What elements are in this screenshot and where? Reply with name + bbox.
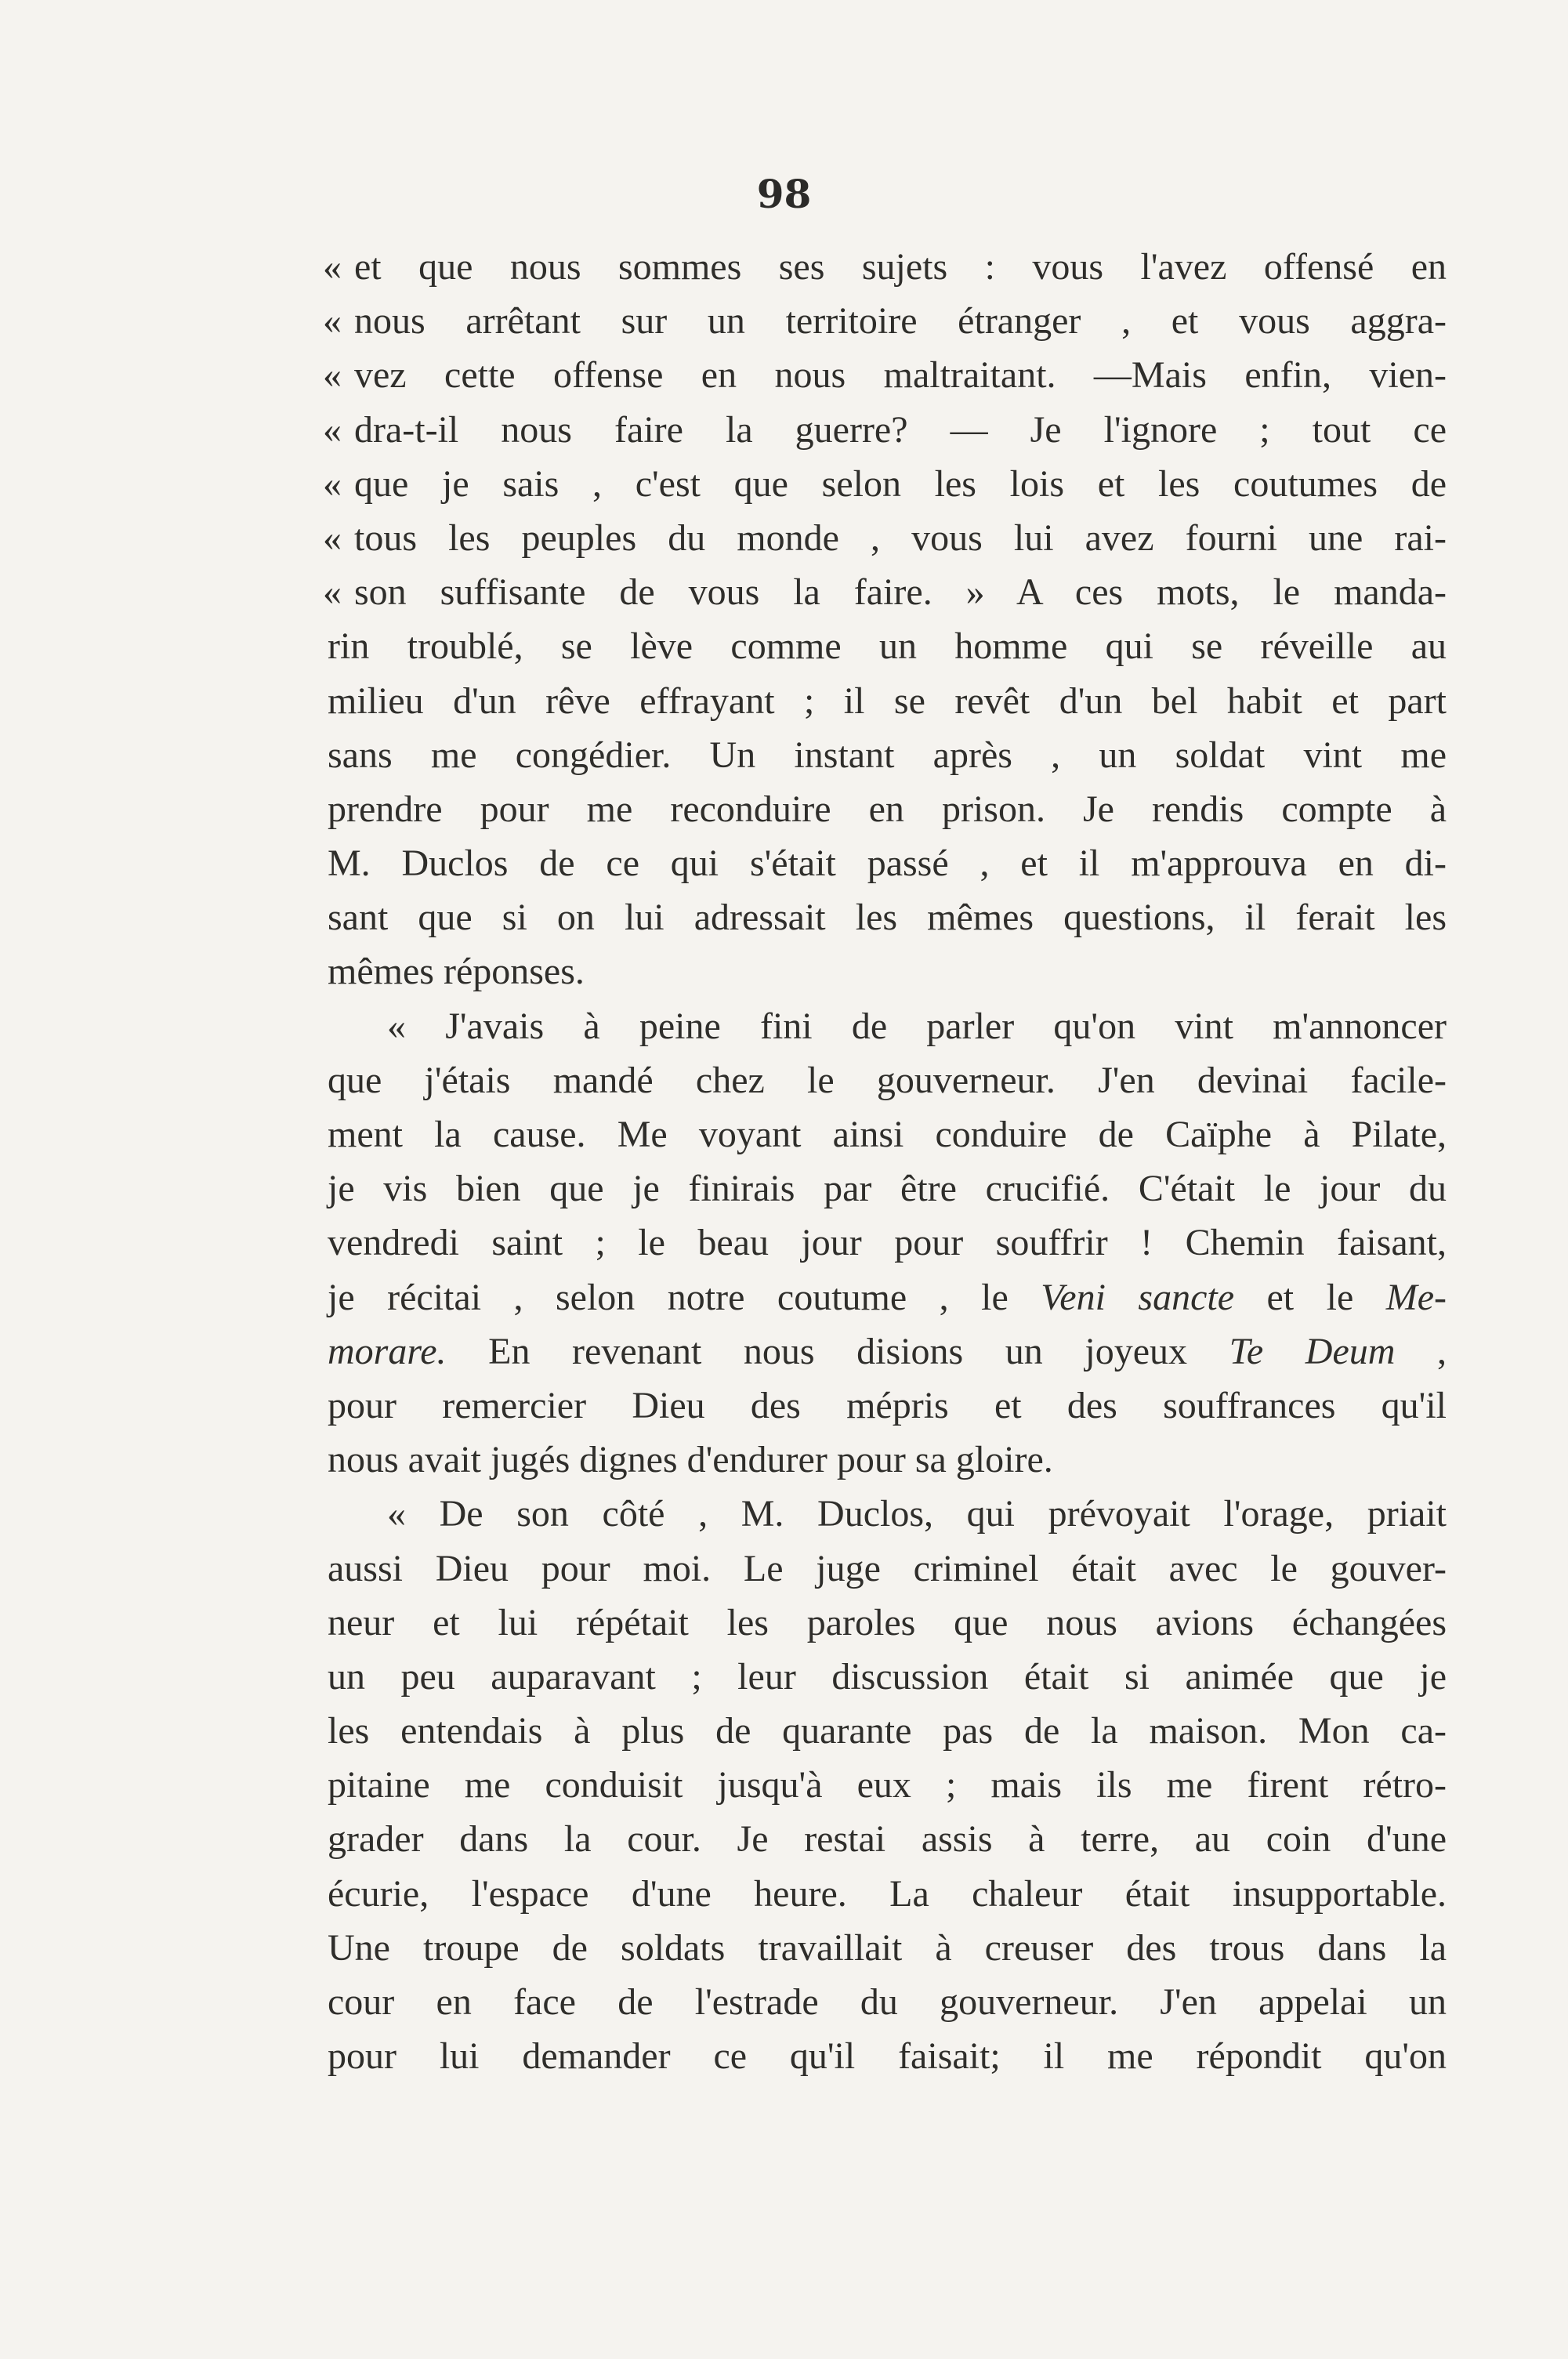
- text-line: Une troupe de soldats travaillait à creuser des trous dans la: [328, 1926, 1447, 1969]
- text-line: pitaine me conduisit jusqu'à eux ; mais ils me firent rétro-: [328, 1764, 1447, 1806]
- text-line: je vis bien que je finirais par être crucifié. C'était le jour du: [328, 1168, 1447, 1210]
- text-line: sant que si on lui adressait les mêmes questions, il ferait les: [328, 897, 1447, 939]
- text-line: morare. En revenant nous disions un joyeux Te Deum ,: [328, 1330, 1447, 1372]
- text-line: sans me congédier. Un instant après , un soldat vint me: [328, 734, 1447, 776]
- quote-mark: «: [323, 246, 342, 288]
- text-line: « son suffisante de vous la faire. » A ces mots, le manda-: [328, 565, 1447, 619]
- text-line: pour lui demander ce qu'il faisait; il me répondit qu'on: [328, 2035, 1447, 2078]
- text-line: un peu auparavant ; leur discussion était si animée que je: [328, 1655, 1447, 1698]
- text-line: écurie, l'espace d'une heure. La chaleur était insupportable.: [328, 1872, 1447, 1915]
- text-line: ment la cause. Me voyant ainsi conduire de Caïphe à Pilate,: [328, 1114, 1447, 1155]
- paragraph-start-line: « De son côté , M. Duclos, qui prévoyait l'orage, priait: [387, 1493, 1447, 1535]
- italic-text: Me-: [1385, 1276, 1447, 1318]
- text-line: rin troublé, se lève comme un homme qui se réveille au: [328, 625, 1447, 668]
- quote-mark: «: [323, 354, 342, 397]
- text-line: « et que nous sommes ses sujets : vous l'avez offensé en: [328, 240, 1447, 294]
- text-line: « nous arrêtant sur un territoire étranger , et vous aggra-: [328, 294, 1447, 348]
- text-line: « dra-t-il nous faire la guerre? — Je l'ignore ; tout ce: [328, 403, 1447, 457]
- text-line: mêmes réponses.: [328, 951, 585, 993]
- text-line: vendredi saint ; le beau jour pour souffrir ! Chemin faisant,: [328, 1222, 1447, 1264]
- text-line: cour en face de l'estrade du gouverneur. J'en appelai un: [328, 1981, 1447, 2023]
- text-line: grader dans la cour. Je restai assis à terre, au coin d'une: [328, 1818, 1447, 1861]
- paragraph-start-line: « J'avais à peine fini de parler qu'on vint m'annoncer: [387, 1005, 1447, 1047]
- quote-mark: «: [323, 300, 342, 342]
- text-line: « tous les peuples du monde , vous lui avez fourni une rai-: [328, 511, 1447, 565]
- italic-text: Te Deum: [1229, 1330, 1396, 1372]
- text-line: nous avait jugés dignes d'endurer pour sa gloire.: [328, 1439, 1053, 1481]
- text-line: milieu d'un rêve effrayant ; il se revêt d'un bel habit et part: [328, 679, 1447, 722]
- text-line: « que je sais , c'est que selon les lois et les coutumes de: [328, 457, 1447, 511]
- text-line: je récitai , selon notre coutume , le Veni sancte et le Me-: [328, 1276, 1447, 1318]
- text-line: « vez cette offense en nous maltraitant. —Mais enfin, vien-: [328, 348, 1447, 402]
- page-number: 98: [756, 171, 812, 217]
- body-text: [323, 240, 1447, 2083]
- quote-mark: «: [323, 571, 342, 614]
- text-line: pour remercier Dieu des mépris et des souffrances qu'il: [328, 1384, 1447, 1426]
- text-line: prendre pour me reconduire en prison. Je rendis compte à: [328, 788, 1447, 830]
- text-line: M. Duclos de ce qui s'était passé , et il m'approuva en di-: [328, 842, 1447, 885]
- text-line: aussi Dieu pour moi. Le juge criminel était avec le gouver-: [328, 1547, 1447, 1589]
- text-line: neur et lui répétait les paroles que nous avions échangées: [328, 1601, 1447, 1643]
- quote-mark: «: [323, 408, 342, 451]
- quote-mark: «: [323, 516, 342, 559]
- italic-text: morare.: [328, 1330, 447, 1372]
- text-line: que j'étais mandé chez le gouverneur. J'en devinai facile-: [328, 1059, 1447, 1101]
- text-line: les entendais à plus de quarante pas de la maison. Mon ca-: [328, 1710, 1447, 1752]
- quote-mark: «: [323, 462, 342, 505]
- italic-text: Veni sancte: [1041, 1276, 1235, 1318]
